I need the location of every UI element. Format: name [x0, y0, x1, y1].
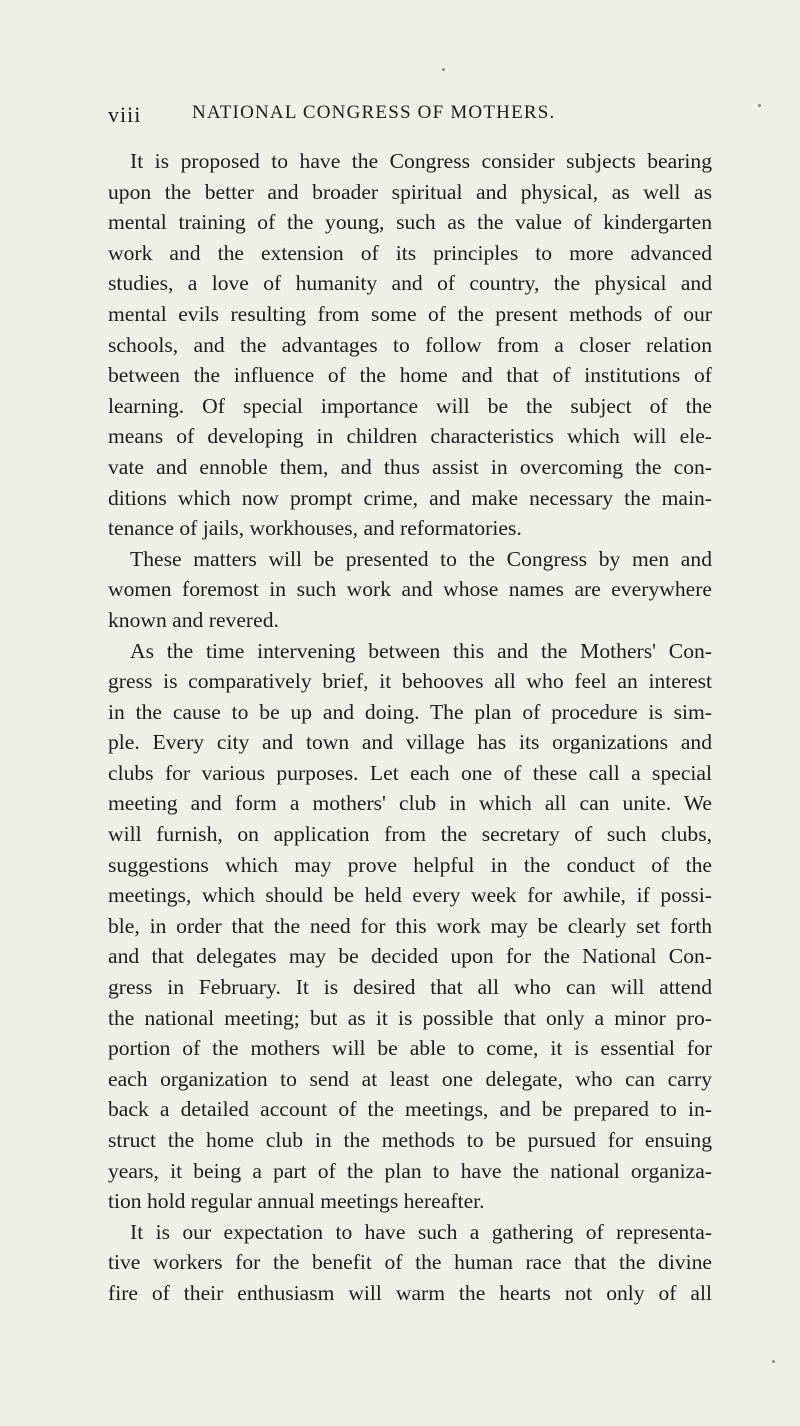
- text-line: will furnish, on application from the secretary of such clubs,: [108, 822, 712, 847]
- text-line: portion of the mothers will be able to come, it is essential for: [108, 1036, 712, 1061]
- text-line: the national meeting; but as it is possible that only a minor pro-: [108, 1005, 712, 1030]
- text-line: work and the extension of its principles to more advanced: [108, 240, 712, 265]
- text-line: mental evils resulting from some of the present methods of our: [108, 301, 712, 326]
- text-line: struct the home club in the methods to be pursued for ensuing: [108, 1128, 712, 1152]
- text-line: back a detailed account of the meetings, and be prepared to in-: [108, 1097, 712, 1122]
- text-line: mental training of the young, such as the value of kindergarten: [108, 210, 712, 235]
- text-line: It is proposed to have the Congress consider subjects bearing: [130, 149, 712, 173]
- text-line: suggestions which may prove helpful in the conduct of the: [108, 852, 712, 877]
- text-line: learning. Of special importance will be the subject of the: [108, 393, 712, 418]
- text-line: each organization to send at least one delegate, who can carry: [108, 1066, 712, 1091]
- text-line: and that delegates may be decided upon for the National Con-: [108, 944, 712, 969]
- text-line: ple. Every city and town and village has its organizations and: [108, 730, 712, 755]
- text-line: vate and ennoble them, and thus assist in overcoming the con-: [108, 454, 712, 479]
- text-line: gress is comparatively brief, it behooves all who feel an interest: [108, 669, 712, 694]
- text-line: tion hold regular annual meetings hereafter.: [108, 1189, 485, 1214]
- text-line: It is our expectation to have such a gathering of representa-: [130, 1219, 712, 1244]
- text-line: studies, a love of humanity and of country, the physical and: [108, 271, 712, 296]
- paper-speck: [758, 104, 761, 107]
- text-line: ble, in order that the need for this work may be clearly set forth: [108, 913, 712, 938]
- text-line: means of developing in children characteristics which will ele-: [108, 424, 712, 449]
- text-line: These matters will be presented to the Congress by men and: [130, 546, 712, 571]
- text-line: years, it being a part of the plan to have the national organiza-: [108, 1158, 712, 1183]
- text-line: As the time intervening between this and the Mothers' Con-: [130, 638, 712, 663]
- page-header: [108, 96, 708, 132]
- text-line: between the influence of the home and that of institutions of: [108, 363, 712, 388]
- text-line: known and revered.: [108, 607, 279, 632]
- text-line: tenance of jails, workhouses, and reformatories.: [108, 516, 522, 541]
- text-line: ditions which now prompt crime, and make necessary the main-: [108, 485, 712, 510]
- text-line: in the cause to be up and doing. The plan of procedure is sim-: [108, 699, 712, 724]
- paper-speck: [442, 68, 445, 71]
- page-number: viii: [108, 102, 142, 127]
- text-line: women foremost in such work and whose names are everywhere: [108, 577, 712, 602]
- text-line: upon the better and broader spiritual and physical, as well as: [108, 179, 712, 204]
- text-line: meetings, which should be held every week for awhile, if possi-: [108, 883, 712, 908]
- body-text: [108, 146, 712, 1309]
- text-line: fire of their enthusiasm will warm the hearts not only of all: [108, 1280, 712, 1305]
- running-head: NATIONAL CONGRESS OF MOTHERS.: [192, 102, 556, 123]
- text-line: gress in February. It is desired that all who can will attend: [108, 975, 712, 1000]
- text-line: clubs for various purposes. Let each one of these call a special: [108, 760, 712, 785]
- text-line: schools, and the advantages to follow from a closer relation: [108, 332, 712, 357]
- text-line: meeting and form a mothers' club in which all can unite. We: [108, 791, 712, 816]
- text-line: tive workers for the benefit of the human race that the divine: [108, 1250, 712, 1275]
- paper-speck: [772, 1360, 775, 1363]
